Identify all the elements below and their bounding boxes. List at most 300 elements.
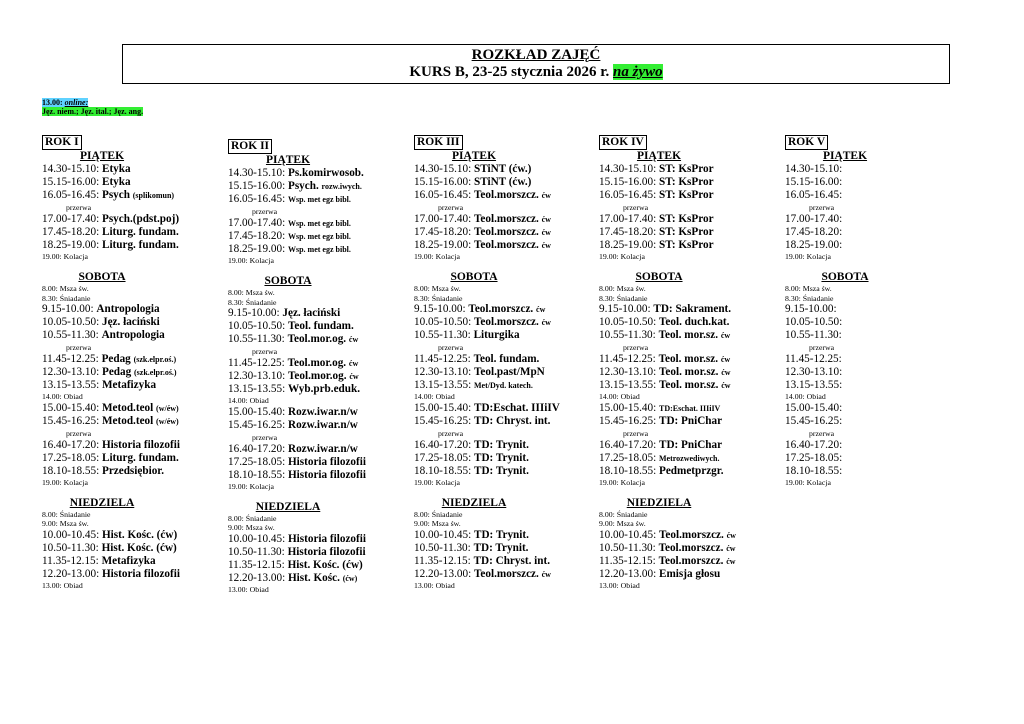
- row-subject: Liturg. fundam.: [101, 226, 179, 238]
- row-subject-note: ćw: [536, 305, 546, 315]
- schedule-row: [414, 353, 584, 366]
- row-time: 10.55-11.30:: [785, 329, 842, 342]
- meal-note: 19.00: Kolacja: [42, 252, 88, 261]
- day-heading: SOBOTA: [450, 271, 498, 284]
- meal-note: 8.00: Msza św.: [599, 284, 646, 294]
- row-subject: Antropologia: [101, 329, 165, 342]
- meal-note: 19.00: Kolacja: [228, 481, 274, 491]
- course-title: [123, 64, 949, 81]
- schedule-row: [414, 465, 584, 478]
- row-subject: Pedag: [101, 366, 132, 379]
- meal-note: 8.00: Śniadanie: [228, 514, 277, 524]
- row-time: 18.10-18.55:: [228, 468, 286, 481]
- row-time: 16.05-16.45:: [785, 189, 843, 201]
- day-gap: [42, 261, 212, 271]
- row-subject-note: ćw: [721, 381, 731, 391]
- row-subject: Hist. Kośc.: [287, 571, 340, 584]
- row-subject: Jęz. łaciński: [101, 316, 160, 329]
- schedule-row: [414, 415, 584, 428]
- row-subject: Historia filozofii: [287, 455, 366, 468]
- schedule-row: [599, 213, 769, 226]
- schedule-row: [785, 402, 955, 415]
- online-time-value: 13.00:: [42, 98, 63, 107]
- row-time: 12.30-13.10:: [599, 366, 657, 379]
- row-time: 9.15-10.00:: [228, 307, 280, 320]
- row-subject: TD: Trynit.: [473, 464, 529, 477]
- schedule-row: [228, 559, 398, 572]
- schedule-row: [599, 542, 769, 555]
- schedule-row: [414, 402, 584, 415]
- row-time: 14.30-15.10:: [414, 163, 472, 175]
- row-subject: STiNT (ćw.): [473, 163, 532, 175]
- row-time: 16.05-16.45:: [414, 189, 472, 201]
- row-subject: TD: Trynit.: [473, 451, 529, 464]
- row-subject-note: ćw: [541, 215, 551, 224]
- meal-note: 13.00: Obiad: [228, 584, 269, 594]
- row-subject: Etyka: [101, 176, 131, 188]
- row-time: 10.50-11.30:: [414, 541, 471, 554]
- row-time: 15.15-16.00:: [599, 176, 657, 188]
- online-time: [42, 98, 88, 107]
- row-subject-note: Metrozwediwych.: [658, 453, 720, 463]
- schedule-row: [228, 533, 398, 546]
- row-time: 9.15-10.00:: [414, 303, 466, 316]
- row-subject-note: (szk.elpr.oś.): [133, 355, 177, 365]
- meal-note: 8.30: Śniadanie: [42, 293, 91, 303]
- row-time: 11.35-12.15:: [414, 554, 471, 567]
- row-time: 15.15-16.00:: [42, 176, 100, 188]
- schedule-row: [228, 443, 398, 456]
- schedule-row: [414, 529, 584, 542]
- row-time: 15.00-15.40:: [228, 405, 286, 418]
- row-subject: ST: KsPror: [658, 163, 714, 175]
- day-heading: PIĄTEK: [265, 154, 311, 166]
- row-subject: Teol.morszcz.: [473, 239, 539, 251]
- day-gap: [785, 261, 955, 271]
- year-label: ROK I: [42, 135, 82, 150]
- row-time: 17.45-18.20:: [785, 226, 843, 238]
- meal-note: 8.00: Śniadanie: [414, 510, 463, 520]
- schedule-row: [599, 366, 769, 379]
- row-time: 18.10-18.55:: [42, 464, 100, 477]
- row-subject-note: ćw: [348, 359, 359, 369]
- day-heading: NIEDZIELA: [69, 497, 135, 510]
- row-subject: ST: KsPror: [658, 189, 714, 201]
- row-time: 15.45-16.25:: [414, 414, 472, 427]
- year-label: ROK II: [228, 139, 272, 154]
- row-time: 10.55-11.30:: [228, 333, 285, 346]
- day-heading: PIĄTEK: [636, 150, 682, 162]
- row-subject: ST: KsPror: [658, 226, 714, 238]
- row-subject: Teol.mor.og.: [287, 357, 347, 370]
- schedule-row: [414, 189, 584, 202]
- meal-note: 19.00: Kolacja: [599, 477, 645, 487]
- row-time: 17.25-18.05:: [599, 451, 657, 464]
- row-subject-note: ćw: [726, 543, 736, 553]
- break-label: przerwa: [623, 203, 649, 212]
- row-subject: ST: KsPror: [658, 176, 714, 188]
- row-subject: Historia filozofii: [287, 532, 366, 545]
- break-label: przerwa: [438, 428, 464, 438]
- row-subject-note: rozw.iwych.: [321, 182, 362, 191]
- schedule-row: [42, 542, 212, 555]
- schedule-row: [599, 316, 769, 329]
- row-time: 11.35-12.15:: [42, 554, 99, 567]
- schedule-row: [42, 529, 212, 542]
- row-subject: Ps.komirwosob.: [287, 167, 364, 179]
- row-time: 17.25-18.05:: [414, 451, 472, 464]
- row-time: 12.30-13.10:: [42, 366, 100, 379]
- schedule-row: [785, 439, 955, 452]
- day-gap: [599, 487, 769, 497]
- row-subject: Psych: [101, 189, 130, 201]
- schedule-row: [42, 379, 212, 392]
- row-subject-note: ćw: [721, 368, 731, 378]
- schedule-row: [599, 163, 769, 176]
- schedule-row: [599, 379, 769, 392]
- row-subject-note: ćw: [720, 355, 731, 365]
- schedule-row: [785, 303, 955, 316]
- row-time: 10.50-11.30:: [42, 541, 99, 554]
- row-subject-note: ćw: [541, 318, 551, 328]
- row-time: 13.15-13.55:: [42, 379, 100, 392]
- row-subject: TD: Trynit.: [473, 541, 529, 554]
- row-subject-note: ćw: [720, 331, 731, 341]
- row-subject: Pedag: [101, 353, 131, 366]
- schedule-row: [599, 415, 769, 428]
- schedule-row: [414, 452, 584, 465]
- schedule-row: [228, 217, 398, 230]
- schedule-row: [228, 243, 398, 256]
- day-heading: PIĄTEK: [822, 150, 868, 162]
- row-time: 11.35-12.15:: [228, 558, 285, 571]
- schedule-row: [599, 452, 769, 465]
- row-subject: Teol.mor.og.: [287, 370, 347, 383]
- schedule-row: [228, 307, 398, 320]
- meal-note: 8.00: Msza św.: [42, 284, 89, 294]
- schedule-row: [599, 226, 769, 239]
- row-time: 14.30-15.10:: [42, 163, 100, 175]
- row-time: 9.15-10.00:: [42, 303, 94, 316]
- schedule-row: [785, 226, 955, 239]
- row-time: 18.25-19.00:: [228, 243, 286, 255]
- break-label: przerwa: [252, 207, 278, 216]
- schedule-row: [228, 546, 398, 559]
- schedule-row: [785, 452, 955, 465]
- break-label: przerwa: [623, 343, 649, 353]
- row-subject: Teol. mor.sz.: [658, 353, 719, 366]
- schedule-row: [228, 469, 398, 482]
- schedule-row: [785, 213, 955, 226]
- schedule-row: [42, 329, 212, 342]
- row-time: 10.05-10.50:: [599, 316, 657, 329]
- row-subject-note: Wsp. met egz bibl.: [287, 232, 351, 241]
- row-subject-note: ćw: [726, 556, 736, 566]
- meal-note: 19.00: Kolacja: [414, 252, 460, 261]
- row-time: 17.25-18.05:: [228, 455, 286, 468]
- year-label: ROK V: [785, 135, 828, 150]
- row-subject: Psych.: [287, 180, 319, 192]
- row-subject-note: (splikomun): [132, 191, 175, 200]
- row-time: 16.40-17.20:: [785, 438, 843, 451]
- schedule-row: [414, 163, 584, 176]
- row-subject: Hist. Kośc. (ćw): [287, 558, 363, 571]
- schedule-row: [228, 230, 398, 243]
- row-time: 11.45-12.25:: [785, 353, 842, 366]
- schedule-row: [414, 366, 584, 379]
- row-subject: Teol.morszcz.: [658, 528, 724, 541]
- row-time: 10.55-11.30:: [42, 329, 99, 342]
- row-subject: Teol.past/MpN: [473, 366, 545, 379]
- row-subject-note: ćw: [349, 372, 359, 382]
- row-subject: Hist. Kośc. (ćw): [101, 528, 178, 541]
- row-subject: Historia filozofii: [101, 567, 180, 580]
- schedule-row: [414, 316, 584, 329]
- schedule-row: [42, 176, 212, 189]
- row-subject-note: (w/éw): [156, 403, 179, 413]
- schedule-row: [414, 226, 584, 239]
- schedule-row: [228, 320, 398, 333]
- row-subject: Jęz. łaciński: [282, 307, 341, 320]
- meal-note: 8.00: Śniadanie: [42, 510, 91, 520]
- meal-note: 8.30: Śniadanie: [599, 293, 648, 303]
- schedule-row: [599, 439, 769, 452]
- schedule-row: [414, 439, 584, 452]
- schedule-row: [785, 379, 955, 392]
- row-subject: TD: Chryst. int.: [473, 414, 551, 427]
- row-time: 16.40-17.20:: [42, 438, 100, 451]
- row-time: 15.00-15.40:: [785, 401, 843, 414]
- schedule-row: [599, 402, 769, 415]
- meal-note: 8.00: Śniadanie: [599, 510, 648, 520]
- schedule-row: [42, 366, 212, 379]
- row-subject: Etyka: [101, 163, 131, 175]
- row-time: 10.50-11.30:: [599, 541, 656, 554]
- online-label: online:: [64, 98, 89, 107]
- break-label: przerwa: [252, 432, 278, 442]
- row-time: 17.45-18.20:: [42, 226, 100, 238]
- row-subject: Teol. fundam.: [473, 353, 540, 366]
- row-time: 17.00-17.40:: [42, 213, 100, 225]
- row-time: 16.40-17.20:: [228, 442, 286, 455]
- row-time: 16.05-16.45:: [599, 189, 657, 201]
- schedule-row: [42, 303, 212, 316]
- break-label: przerwa: [438, 343, 464, 353]
- row-subject: Teol.morszcz.: [473, 567, 539, 580]
- meal-note: 14.00: Obiad: [785, 392, 826, 402]
- year-label: ROK III: [414, 135, 463, 150]
- schedule-row: [599, 465, 769, 478]
- row-subject: ST: KsPror: [658, 213, 714, 225]
- row-subject: Teol.morszcz.: [473, 226, 539, 238]
- meal-note: 8.00: Msza św.: [414, 284, 461, 294]
- row-subject: Pedmetprzgr.: [658, 464, 724, 477]
- row-time: 14.30-15.10:: [599, 163, 657, 175]
- schedule-row: [414, 239, 584, 252]
- schedule-row: [42, 239, 212, 252]
- row-time: 15.00-15.40:: [42, 401, 100, 414]
- schedule-row: [42, 439, 212, 452]
- row-time: 9.15-10.00:: [785, 303, 837, 316]
- schedule-row: [785, 316, 955, 329]
- row-time: 18.10-18.55:: [599, 464, 657, 477]
- meal-note: 8.00: Msza św.: [785, 284, 832, 294]
- row-subject: TD: PniChar: [658, 414, 723, 427]
- row-time: 10.00-10.45:: [599, 528, 657, 541]
- row-time: 10.05-10.50:: [785, 316, 843, 329]
- row-time: 17.25-18.05:: [785, 451, 843, 464]
- row-subject: Teol. mor.sz.: [658, 329, 719, 342]
- row-subject: Teol. mor.sz.: [658, 366, 719, 379]
- row-subject: Metafizyka: [101, 379, 157, 392]
- schedule-row: [785, 329, 955, 342]
- schedule-row: [228, 333, 398, 346]
- row-time: 15.15-16.00:: [785, 176, 843, 188]
- column-rok-5: [785, 132, 955, 487]
- row-subject: Rozw.iwar.n/w: [287, 442, 358, 455]
- row-subject: Liturg. fundam.: [101, 451, 179, 464]
- row-subject: Hist. Kośc. (ćw): [101, 541, 177, 554]
- online-note: [42, 98, 143, 116]
- row-time: 18.10-18.55:: [414, 464, 472, 477]
- schedule-row: [42, 316, 212, 329]
- row-time: 12.30-13.10:: [785, 366, 843, 379]
- row-time: 15.00-15.40:: [599, 401, 657, 414]
- row-subject: Emisja głosu: [658, 567, 721, 580]
- row-subject: Teol.morszcz.: [658, 554, 724, 567]
- row-time: 15.00-15.40:: [414, 401, 472, 414]
- row-time: 17.25-18.05:: [42, 451, 100, 464]
- row-time: 17.00-17.40:: [785, 213, 843, 225]
- row-time: 15.45-16.25:: [228, 418, 286, 431]
- row-subject: Teol.morszcz.: [473, 213, 539, 225]
- schedule-row: [42, 568, 212, 581]
- row-time: 18.25-19.00:: [414, 239, 472, 251]
- schedule-row: [785, 163, 955, 176]
- row-subject-note: ćw: [541, 191, 551, 200]
- schedule-row: [599, 568, 769, 581]
- meal-note: 19.00: Kolacja: [599, 252, 645, 261]
- schedule-row: [785, 176, 955, 189]
- schedule-row: [228, 167, 398, 180]
- row-time: 12.20-13.00:: [599, 567, 657, 580]
- row-time: 17.45-18.20:: [228, 230, 286, 242]
- schedule-row: [42, 555, 212, 568]
- row-subject-note: Wsp. met egz bibl.: [287, 245, 351, 254]
- row-subject-note: ćw: [348, 335, 359, 345]
- row-subject: TD: Trynit.: [473, 438, 529, 451]
- row-subject: TD: PniChar: [658, 438, 723, 451]
- row-subject: TD: Trynit.: [473, 528, 529, 541]
- row-time: 13.15-13.55:: [599, 379, 657, 392]
- schedule-row: [228, 456, 398, 469]
- meal-note: 14.00: Obiad: [228, 396, 269, 406]
- row-time: 10.50-11.30:: [228, 545, 285, 558]
- schedule-row: [228, 383, 398, 396]
- row-subject-note: Wsp. met egz bibl.: [287, 195, 351, 204]
- column-rok-1: [42, 132, 212, 590]
- row-time: 17.00-17.40:: [414, 213, 472, 225]
- schedule-row: [228, 406, 398, 419]
- row-time: 11.45-12.25:: [414, 353, 471, 366]
- row-time: 17.00-17.40:: [599, 213, 657, 225]
- row-time: 10.00-10.45:: [228, 532, 286, 545]
- row-subject: ST: KsPror: [658, 239, 714, 251]
- row-subject: Historia filozofii: [287, 545, 366, 558]
- row-time: 10.55-11.30:: [414, 329, 471, 342]
- row-subject: Metafizyka: [101, 554, 156, 567]
- break-label: przerwa: [66, 203, 92, 212]
- title-box: [122, 44, 950, 84]
- schedule-row: [42, 353, 212, 366]
- row-subject: Teol.mor.og.: [287, 333, 347, 346]
- schedule-row: [414, 555, 584, 568]
- row-time: 13.15-13.55:: [228, 383, 286, 396]
- row-subject: Teol. fundam.: [287, 320, 354, 333]
- schedule-row: [228, 419, 398, 432]
- schedule-row: [785, 415, 955, 428]
- row-subject-note: Wsp. met egz bibl.: [287, 219, 351, 228]
- row-time: 13.15-13.55:: [414, 379, 472, 392]
- row-subject: Teol.morszcz.: [473, 189, 539, 201]
- row-subject: TD: Chryst. int.: [473, 554, 551, 567]
- row-subject: Liturg. fundam.: [101, 239, 179, 251]
- day-heading: PIĄTEK: [79, 150, 125, 162]
- meal-note: 9.00: Msza św.: [42, 519, 89, 529]
- schedule-row: [228, 370, 398, 383]
- row-time: 10.55-11.30:: [599, 329, 656, 342]
- meal-note: 14.00: Obiad: [42, 392, 83, 402]
- row-time: 10.00-10.45:: [414, 528, 472, 541]
- column-rok-2: [228, 136, 398, 594]
- schedule-row: [414, 213, 584, 226]
- meal-note: 19.00: Kolacja: [785, 252, 831, 261]
- schedule-row: [414, 379, 584, 392]
- schedule-row: [414, 303, 584, 316]
- day-heading: SOBOTA: [635, 271, 683, 284]
- row-subject: Metod.teol: [101, 401, 154, 414]
- row-subject: Wyb.prb.eduk.: [287, 383, 361, 396]
- row-time: 12.30-13.10:: [228, 370, 286, 383]
- meal-note: 9.00: Msza św.: [599, 519, 646, 529]
- schedule-row: [599, 329, 769, 342]
- meal-note: 19.00: Kolacja: [228, 256, 274, 265]
- schedule-title: ROZKŁAD ZAJĘĆ: [471, 47, 601, 63]
- row-subject: Teol.morszcz.: [473, 316, 539, 329]
- row-time: 10.00-10.45:: [42, 528, 100, 541]
- online-languages: Jęz. niem.; Jęz. ital.; Jęz. ang.: [42, 107, 144, 116]
- break-label: przerwa: [252, 347, 278, 357]
- meal-note: 19.00: Kolacja: [785, 477, 831, 487]
- schedule-row: [42, 163, 212, 176]
- row-time: 11.35-12.15:: [599, 554, 656, 567]
- schedule-row: [599, 529, 769, 542]
- schedule-row: [785, 366, 955, 379]
- row-time: 11.45-12.25:: [599, 353, 656, 366]
- meal-note: 13.00: Obiad: [414, 580, 455, 590]
- schedule-row: [228, 357, 398, 370]
- row-subject: Antropologia: [96, 303, 160, 316]
- break-label: przerwa: [809, 203, 835, 212]
- row-time: 18.25-19.00:: [42, 239, 100, 251]
- day-gap: [228, 265, 398, 275]
- row-time: 18.25-19.00:: [599, 239, 657, 251]
- schedule-row: [785, 353, 955, 366]
- course-dates: KURS B, 23-25 stycznia 2026 r.: [409, 64, 610, 80]
- year-label: ROK IV: [599, 135, 647, 150]
- row-subject: Rozw.iwar.n/w: [287, 418, 358, 431]
- meal-note: 8.00: Msza św.: [228, 288, 275, 298]
